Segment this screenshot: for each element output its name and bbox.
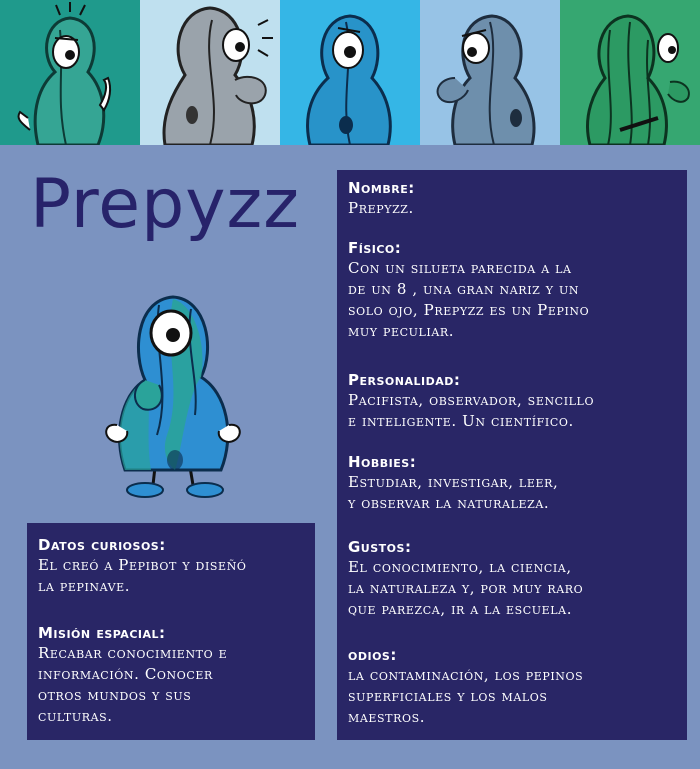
mision-espacial-label: Misión espacial: <box>38 624 166 642</box>
personalidad-label: Personalidad: <box>348 371 461 389</box>
fisico-label: Físico: <box>348 239 402 257</box>
profile-box <box>337 170 687 740</box>
nombre-text: Prepyzz. <box>348 199 414 217</box>
character-pose-1-illustration <box>0 0 140 145</box>
datos-curiosos-text: El creó a Pepibot y diseñó la pepinave. <box>38 556 247 595</box>
mision-espacial-text: Recabar conocimiento e información. Conocer otros mundos y sus culturas. <box>38 644 228 725</box>
section-gustos <box>348 537 681 620</box>
gustos-label: Gustos: <box>348 538 412 556</box>
character-pose-5-illustration <box>560 0 700 145</box>
nombre-label: Nombre: <box>348 179 415 197</box>
banner-panel-1 <box>0 0 140 145</box>
odios-text: la contaminación, los pepinos superficiales y los malos maestros. <box>348 666 584 726</box>
prepyzz-character-illustration <box>95 285 255 505</box>
hobbies-text: Estudiar, investigar, leer, y observar la naturaleza. <box>348 473 559 512</box>
section-fisico <box>348 238 681 342</box>
section-hobbies <box>348 452 681 514</box>
hobbies-label: Hobbies: <box>348 453 417 471</box>
section-odios <box>348 645 681 728</box>
section-personalidad <box>348 370 681 432</box>
personalidad-text: Pacifista, observador, sencillo e inteligente. Un científico. <box>348 391 595 430</box>
odios-label: odios: <box>348 646 397 664</box>
banner-panel-4 <box>420 0 560 145</box>
character-pose-4-illustration <box>420 0 560 145</box>
character-banner <box>0 0 700 145</box>
datos-curiosos-label: Datos curiosos: <box>38 536 166 554</box>
extras-box <box>27 523 315 740</box>
banner-panel-5 <box>560 0 700 145</box>
character-pose-2-illustration <box>140 0 280 145</box>
banner-panel-3 <box>280 0 420 145</box>
page-title: Prepyzz <box>30 165 300 244</box>
gustos-text: El conocimiento, la ciencia, la naturaleza y, por muy raro que parezca, ir a la escuela. <box>348 558 584 618</box>
section-datos-curiosos <box>38 535 309 597</box>
character-pose-3-illustration <box>280 0 420 145</box>
banner-panel-2 <box>140 0 280 145</box>
section-nombre <box>348 178 681 219</box>
fisico-text: Con un silueta parecida a la de un 8 , una gran nariz y un solo ojo, Prepyzz es un Pepino muy peculiar. <box>348 259 590 340</box>
section-mision-espacial <box>38 623 309 727</box>
